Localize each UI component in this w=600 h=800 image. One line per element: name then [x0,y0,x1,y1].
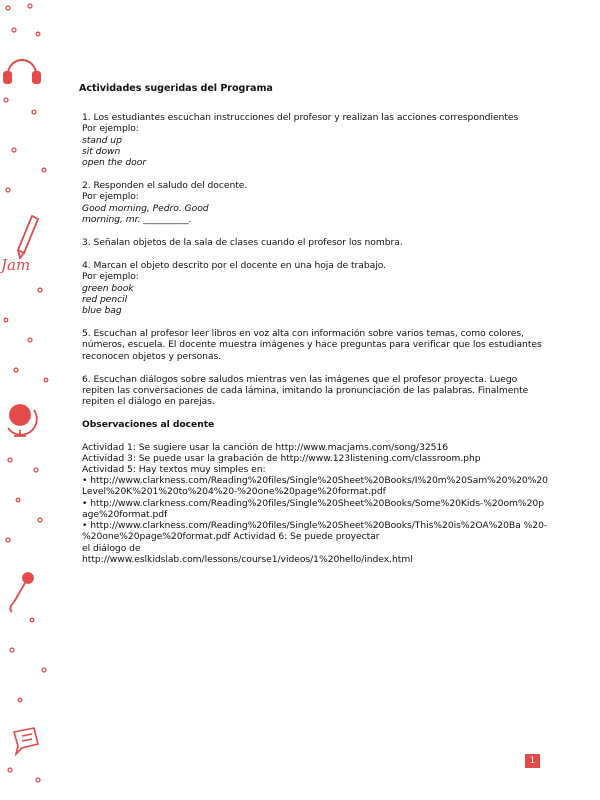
example-line: open the door [82,157,147,169]
example-label: Por ejemplo: [82,271,139,283]
example-line: sit down [82,145,121,157]
example-line: morning, mr. __________. [82,213,192,225]
example-label: Por ejemplo: [82,191,139,203]
observation-line: Actividad 3: Se puede usar la grabación de http://www.123listening.com/classroom.php [82,452,481,464]
observation-line: Actividad 5: Hay textos muy simples en: [82,464,266,476]
observation-line: • http://www.clarkness.com/Reading%20files/Single%20Sheet%20Books/I%20m%20Sam%20%20%20Level%20K%201%20to%204%20-%20one%20page%20format.pdf [82,475,548,498]
activity-text: 3. Señalan objetos de la sala de clases cuando el profesor los nombra. [82,237,403,249]
activity-item [82,374,549,408]
activity-item [82,260,549,316]
activity-item [82,328,549,362]
logo-text: Jam [1,256,31,274]
activity-item [82,112,549,168]
globe-icon [8,405,37,436]
speech-bubble-icon [14,728,38,754]
activities-list [79,112,549,407]
observations-list [82,442,549,565]
observation-line: el diálogo de [82,542,141,554]
observation-line: Actividad 1: Se sugiere usar la canción de http://www.macjams.com/song/32516 [82,441,449,453]
example-line: stand up [82,134,122,146]
activity-text: 4. Marcan el objeto descrito por el docente en una hoja de trabajo. [82,260,386,272]
example-label: Por ejemplo: [82,123,139,135]
observation-line: http://www.eslkidslab.com/lessons/course1/videos/1%20hello/index.html [82,553,413,565]
microphone-icon [10,573,33,612]
page-number-badge: 1 [525,754,540,768]
activity-text: 1. Los estudiantes escuchan instrucciones del profesor y realizan las acciones correspondientes [82,112,519,124]
activity-text: 5. Escuchan al profesor leer libros en voz alta con información sobre varios temas, como colores, números, escuela. El docente muestra imágenes y hace preguntas para verificar que los estudiantes reconocen objetos y personas. [82,328,542,362]
example-line: green book [82,282,134,294]
document-body [79,83,549,565]
observation-line: • http://www.clarkness.com/Reading%20files/Single%20Sheet%20Books/Some%20Kids-%20om%20page%20format.pdf [82,497,544,520]
headphones-icon [4,60,40,83]
pencil-icon [18,216,38,258]
activity-text: 2. Responden el saludo del docente. [82,180,248,192]
activity-item [82,180,549,225]
example-line: red pencil [82,293,128,305]
activity-text: 6. Escuchan diálogos sobre saludos mientras ven las imágenes que el profesor proyecta. Luego repiten las conversaciones de cada lámina, imitando la pronunciación de las palabras. Finalmente repiten el diálogo en parejas. [82,373,529,408]
observations-title: Observaciones al docente [82,419,215,431]
activity-item [82,237,549,248]
page-title: Actividades sugeridas del Programa [79,83,273,94]
margin-decoration [0,0,60,800]
example-line: blue bag [82,305,122,317]
observation-line: • http://www.clarkness.com/Reading%20files/Single%20Sheet%20Books/This%20is%2OA%20Ba %20-%20one%20page%20format.pdf Actividad 6: Se puede proyectar [82,520,548,543]
example-line: Good morning, Pedro. Good [82,202,209,214]
